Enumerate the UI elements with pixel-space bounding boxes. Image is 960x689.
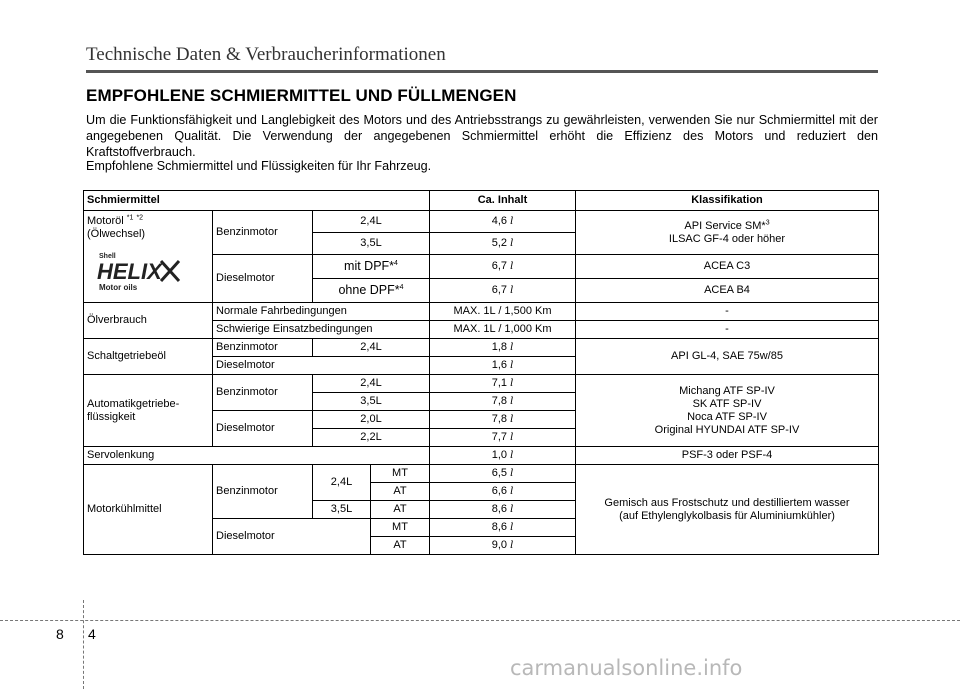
class-cell: ACEA B4 xyxy=(576,279,879,303)
atf-label: Automatikgetriebe- flüssigkeit xyxy=(84,375,213,447)
class-cell: Michang ATF SP-IV SK ATF SP-IV Noca ATF SP-IV Original HYUNDAI ATF SP-IV xyxy=(576,375,879,447)
capacity-cell: 1,0 l xyxy=(430,447,576,465)
footer-vertical-rule xyxy=(83,600,84,689)
capacity-cell: MAX. 1L / 1,000 Km xyxy=(430,321,576,339)
capacity-cell: 9,0 l xyxy=(430,537,576,555)
spec-cell: 2,4L xyxy=(313,465,371,501)
spec-cell: 2,4L xyxy=(313,339,430,357)
spec-cell: 2,4L xyxy=(313,211,430,233)
capacity-cell: 8,6 l xyxy=(430,519,576,537)
page-number: 4 xyxy=(88,626,96,642)
table-row xyxy=(84,465,879,483)
table-row xyxy=(84,447,879,465)
engine-type-cell: Dieselmotor xyxy=(213,519,371,555)
class-cell: PSF-3 oder PSF-4 xyxy=(576,447,879,465)
condition-cell: Normale Fahrbedingungen xyxy=(213,303,430,321)
manual-gear-label: Schaltgetriebeöl xyxy=(84,339,213,375)
condition-cell: Schwierige Einsatzbedingungen xyxy=(213,321,430,339)
logo-cross-mark xyxy=(161,261,179,281)
capacity-cell: 6,7 l xyxy=(430,255,576,279)
spec-cell: 2,4L xyxy=(313,375,430,393)
capacity-cell: 7,8 l xyxy=(430,411,576,429)
engine-type-cell: Benzinmotor xyxy=(213,465,313,519)
capacity-cell: MAX. 1L / 1,500 Km xyxy=(430,303,576,321)
transmission-cell: AT xyxy=(371,483,430,501)
footnote-mark: *1 xyxy=(126,214,134,222)
lubricant-table xyxy=(83,190,879,555)
class-cell: - xyxy=(576,303,879,321)
watermark: carmanualsonline.info xyxy=(510,656,743,680)
engine-oil-sublabel: (Ölwechsel) xyxy=(87,228,146,240)
capacity-cell: 1,8 l xyxy=(430,339,576,357)
capacity-cell: 5,2 l xyxy=(430,233,576,255)
class-cell: API Service SM*$^3$ ILSAC GF-4 oder höher xyxy=(576,211,879,255)
capacity-cell: 7,8 l xyxy=(430,393,576,411)
spec-cell: 2,0L xyxy=(313,411,430,429)
footnote-mark: *2 xyxy=(136,214,144,222)
engine-type-cell: Dieselmotor xyxy=(213,357,430,375)
class-cell: ACEA C3 xyxy=(576,255,879,279)
logo-brand: Shell xyxy=(99,253,116,260)
capacity-cell: 1,6 l xyxy=(430,357,576,375)
section-title: EMPFOHLENE SCHMIERMITTEL UND FÜLLMENGEN xyxy=(86,86,517,105)
spec-cell: 2,2L xyxy=(313,429,430,447)
class-cell: API GL-4, SAE 75w/85 xyxy=(576,339,879,375)
transmission-cell: MT xyxy=(371,465,430,483)
spec-cell: mit DPF*$^4$ xyxy=(313,255,430,279)
intro-paragraph: Um die Funktionsfähigkeit und Langlebigkeit des Motors und des Antriebsstrangs zu gewährleisten, verwenden Sie nur Schmiermittel mit der angegebenen Qualität. Die Verwendung der angegebenen Schmiermittel erhöht die Effizienz des Motors und reduziert den Kraftstoffverbrauch. xyxy=(86,113,878,159)
table-header-row xyxy=(84,191,879,211)
engine-oil-diesel: Dieselmotor xyxy=(213,255,313,303)
capacity-cell: 6,6 l xyxy=(430,483,576,501)
page-header-title: Technische Daten & Verbraucherinformationen xyxy=(86,44,446,65)
engine-oil-label: Motoröl xyxy=(87,215,124,227)
engine-type-cell: Benzinmotor xyxy=(213,339,313,357)
spec-cell: 3,5L xyxy=(313,501,371,519)
class-cell: Gemisch aus Frostschutz und destilliertem wasser (auf Ethylenglykolbasis für Aluminiumkühler) xyxy=(576,465,879,555)
capacity-cell: 4,6 l xyxy=(430,211,576,233)
capacity-cell: 7,7 l xyxy=(430,429,576,447)
header-capacity: Ca. Inhalt xyxy=(430,191,576,211)
footer-dashed-rule xyxy=(0,620,960,621)
table-row xyxy=(84,375,879,393)
spec-cell: 3,5L xyxy=(313,233,430,255)
intro-sub-paragraph: Empfohlene Schmiermittel und Flüssigkeiten für Ihr Fahrzeug. xyxy=(86,159,432,173)
logo-sub: Motor oils xyxy=(99,283,138,292)
oil-consumption-label: Ölverbrauch xyxy=(84,303,213,339)
engine-type-cell: Benzinmotor xyxy=(213,375,313,411)
transmission-cell: AT xyxy=(371,537,430,555)
spec-cell: ohne DPF*$^4$ xyxy=(313,279,430,303)
capacity-cell: 7,1 l xyxy=(430,375,576,393)
header-rule xyxy=(86,70,878,73)
table-row xyxy=(84,211,879,233)
logo-name: HELIX xyxy=(97,259,162,284)
transmission-cell: MT xyxy=(371,519,430,537)
shell-helix-logo xyxy=(87,249,183,293)
steering-label: Servolenkung xyxy=(84,447,430,465)
spec-cell: 3,5L xyxy=(313,393,430,411)
engine-oil-label-cell xyxy=(84,211,213,303)
capacity-cell: 8,6 l xyxy=(430,501,576,519)
capacity-cell: 6,5 l xyxy=(430,465,576,483)
engine-type-cell: Dieselmotor xyxy=(213,411,313,447)
chapter-number: 8 xyxy=(56,626,64,642)
engine-oil-petrol: Benzinmotor xyxy=(213,211,313,255)
table-row xyxy=(84,303,879,321)
coolant-label: Motorkühlmittel xyxy=(84,465,213,555)
class-cell: - xyxy=(576,321,879,339)
header-classification: Klassifikation xyxy=(576,191,879,211)
transmission-cell: AT xyxy=(371,501,430,519)
header-lubricant: Schmiermittel xyxy=(84,191,430,211)
capacity-cell: 6,7 l xyxy=(430,279,576,303)
table-row xyxy=(84,339,879,357)
